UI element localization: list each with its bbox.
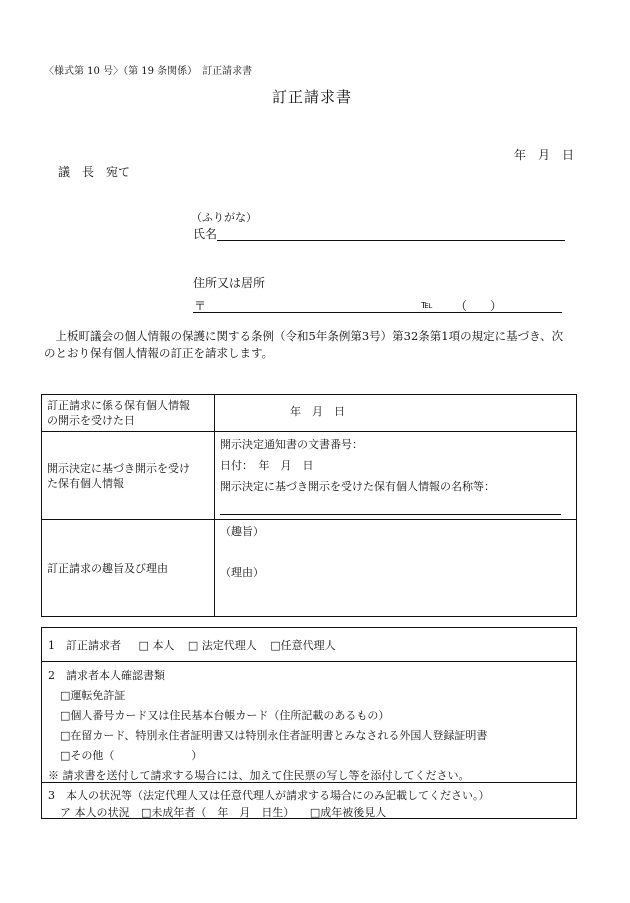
page-title: 訂正請求書 — [272, 88, 353, 106]
disclosure-date-label-line2: の開示を受けた日 — [47, 414, 135, 427]
address-field[interactable] — [193, 312, 562, 313]
notice-date-label: 日付： 年 月 日 — [220, 459, 314, 472]
intro-line-1: 上板町議会の個人情報の保護に関する条例（令和5年条例第3号）第32条第1項の規定に基づき、次 — [44, 329, 564, 343]
id-doc-drivers-license[interactable]: □運転免許証 — [60, 689, 126, 702]
option-minor[interactable]: □未成年者（ 年 月 日生） — [141, 806, 295, 819]
disclosed-info-label-line1: 開示決定に基づき開示を受け — [47, 461, 190, 475]
request-details-table — [41, 394, 577, 617]
divider — [42, 661, 576, 662]
section3-heading: 3 本人の状況等（法定代理人又は任意代理人が請求する場合にのみ記載してください。） — [48, 789, 490, 802]
postal-mark: 〒 — [194, 299, 207, 313]
name-label: 氏名 — [193, 227, 218, 241]
section1-row — [48, 637, 336, 653]
option-legal-agent[interactable]: □ 法定代理人 — [187, 639, 257, 652]
info-name-line — [220, 514, 561, 515]
intro-line-2: のとおり保有個人情報の訂正を請求します。 — [44, 346, 274, 360]
purpose-reason-cell[interactable] — [215, 520, 577, 617]
tel-label: ℡ — [421, 298, 433, 311]
option-voluntary-agent[interactable]: □任意代理人 — [270, 639, 336, 652]
option-self[interactable]: □ 本人 — [138, 639, 175, 652]
disclosure-date-label — [42, 395, 215, 432]
tel-paren-open: （ — [455, 299, 468, 313]
purpose-label: （趣旨） — [220, 525, 264, 538]
form-reference: 〈様式第 10 号〉（第 19 条関係） 訂正請求書 — [44, 66, 253, 77]
section2-note: ※ 請求書を送付して請求する場合には、加えて住民票の写し等を添付してください。 — [48, 769, 470, 782]
tel-paren-close: ） — [490, 299, 503, 313]
requester-info-box — [41, 627, 577, 819]
name-field[interactable] — [217, 240, 565, 241]
furigana-label: （ふりがな） — [191, 211, 257, 224]
addressee: 議 長 宛て — [58, 165, 131, 179]
address-label: 住所又は居所 — [193, 276, 266, 290]
status-label: ア 本人の状況 — [60, 806, 130, 819]
id-doc-residence-card[interactable]: □在留カード、特別永住者証明書又は特別永住者証明書とみなされる外国人登録証明書 — [60, 729, 488, 742]
doc-number-label: 開示決定通知書の文書番号： — [220, 438, 363, 451]
disclosed-info-label-line2: た保有個人情報 — [47, 476, 124, 490]
info-name-label: 開示決定に基づき開示を受けた保有個人情報の名称等： — [220, 480, 495, 493]
disclosure-date-value: 年 月 日 — [290, 405, 345, 418]
section1-heading: 1 訂正請求者 — [48, 639, 121, 652]
disclosed-info-label — [42, 432, 215, 520]
intro-paragraph — [44, 328, 584, 362]
disclosed-info-cell[interactable] — [215, 432, 577, 520]
reason-label: （理由） — [220, 566, 264, 579]
disclosure-date-label-line1: 訂正請求に係る保有個人情報 — [47, 399, 190, 412]
request-date: 年 月 日 — [514, 148, 575, 162]
option-adult-ward[interactable]: □成年被後見人 — [309, 806, 387, 819]
id-doc-other[interactable]: □その他（ ） — [60, 749, 203, 762]
id-doc-mynumber-card[interactable]: □個人番号カード又は住民基本台帳カード（住所記載のあるもの） — [60, 709, 390, 722]
purpose-reason-label: 訂正請求の趣旨及び理由 — [42, 520, 215, 617]
disclosure-date-cell[interactable] — [215, 395, 577, 432]
section3-status-row — [60, 804, 386, 820]
section2-heading: 2 請求者本人確認書類 — [48, 669, 165, 682]
divider — [42, 782, 576, 783]
